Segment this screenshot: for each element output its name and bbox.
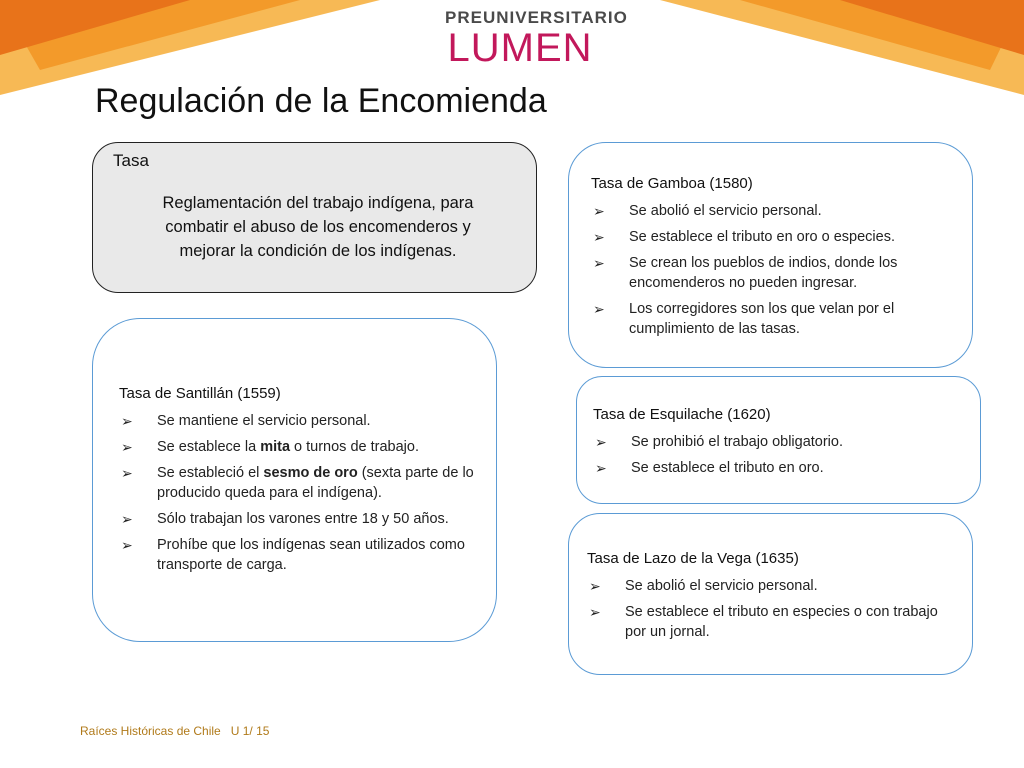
- list-item: ➢ Los corregidores son los que velan por el cumplimiento de las tasas.: [591, 299, 946, 339]
- list-item: ➢ Se estableció el sesmo de oro (sexta parte de lo producido queda para el indígena).: [119, 463, 474, 503]
- tasa-heading: Tasa: [113, 151, 149, 170]
- list-item: ➢ Se establece la mita o turnos de trabajo.: [119, 437, 474, 457]
- tasa-santillan-title: Tasa de Santillán (1559): [119, 385, 281, 402]
- tasa-gamboa-title: Tasa de Gamboa (1580): [591, 175, 753, 192]
- list-item: ➢ Se prohibió el trabajo obligatorio.: [593, 432, 953, 452]
- brand-name: LUMEN: [447, 26, 593, 70]
- brand-pre: PREUNIVERSITARIO: [445, 8, 628, 27]
- list-item: ➢ Se establece el tributo en oro o especies.: [591, 227, 946, 247]
- brand-logo: [445, 8, 628, 70]
- tasa-gamboa-box: [568, 142, 973, 368]
- tasa-esquilache-box: [576, 376, 981, 504]
- sesmo-term: sesmo de oro: [263, 465, 358, 481]
- list-item: ➢ Se abolió el servicio personal.: [591, 201, 946, 221]
- list-item: ➢ Se establece el tributo en oro.: [593, 458, 953, 478]
- list-item: ➢ Se establece el tributo en especies o con trabajo por un jornal.: [587, 602, 947, 642]
- tasa-lazo-box: [568, 513, 973, 675]
- list-item: ➢ Sólo trabajan los varones entre 18 y 50 años.: [119, 509, 474, 529]
- list-item: ➢ Prohíbe que los indígenas sean utilizados como transporte de carga.: [119, 535, 474, 575]
- list-item: ➢ Se crean los pueblos de indios, donde los encomenderos no pueden ingresar.: [591, 253, 946, 293]
- tasa-description: Reglamentación del trabajo indígena, para combatir el abuso de los encomenderos y mejorar la condición de los indígenas.: [162, 194, 474, 260]
- tasa-esquilache-title: Tasa de Esquilache (1620): [593, 406, 771, 423]
- tasa-definition-box: [92, 142, 537, 293]
- tasa-santillan-box: [92, 318, 497, 642]
- footer-text: Raíces Históricas de Chile U 1/ 15: [80, 724, 270, 738]
- mita-term: mita: [260, 439, 291, 455]
- list-item: ➢ Se mantiene el servicio personal.: [119, 411, 474, 431]
- page-title: Regulación de la Encomienda: [95, 82, 547, 120]
- list-item: ➢ Se abolió el servicio personal.: [587, 576, 947, 596]
- tasa-lazo-title: Tasa de Lazo de la Vega (1635): [587, 550, 799, 567]
